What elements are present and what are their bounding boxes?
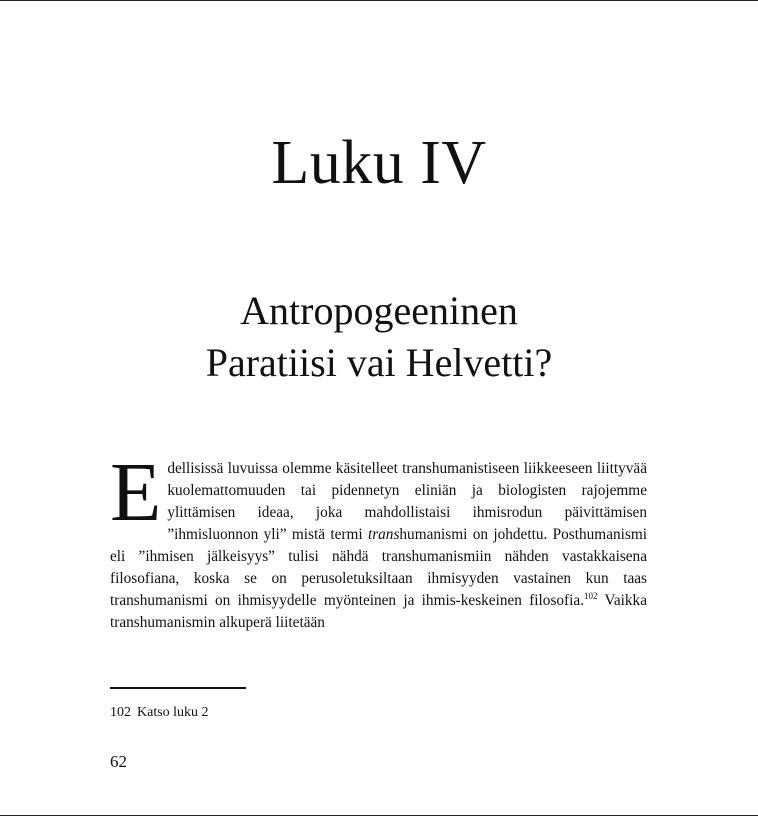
body-text-italic: trans [367,526,400,543]
footnote-reference: 102 [584,590,598,601]
section-title-line-2: Paratiisi vai Helvetti? [205,340,553,385]
footnote-divider [110,687,246,689]
drop-cap: E [110,446,162,539]
body-text-part-2: humanismi on johdettu. Posthumanismi eli ”ihmisen jälkeisyys” tulisi nähdä transhumanismiin nähden vastakkaisena filosofiana, koska se on perusoletuksiltaan ihmisyyden vastainen kun taas transhumanismi on ihmisyydelle myönteinen ja ihmis-keskeinen filosofia. [110,526,647,609]
footnote-number: 102 [110,705,131,720]
footnote [110,704,209,722]
body-paragraph [110,446,647,634]
footnote-text: Katso luku 2 [137,705,209,720]
section-title [0,285,758,389]
section-title-line-1: Antropogeeninen [240,288,518,333]
body-text-part-1: dellisissä luvuissa olemme käsitelleet transhumanistiseen liikkeeseen liittyvää kuolemattomuuden tai pidennetyn eliniän ja biologisten rajojemme ylittämisen ideaa, joka mahdollistaisi ihmisrodun päivittämisen ”ihmisluonnon yli” mistä termi [167,460,647,543]
chapter-title: Luku IV [271,129,487,197]
page-number: 62 [110,752,127,771]
body-text-part-3: Vaikka transhumanismin alkuperä liitetään [110,592,647,631]
